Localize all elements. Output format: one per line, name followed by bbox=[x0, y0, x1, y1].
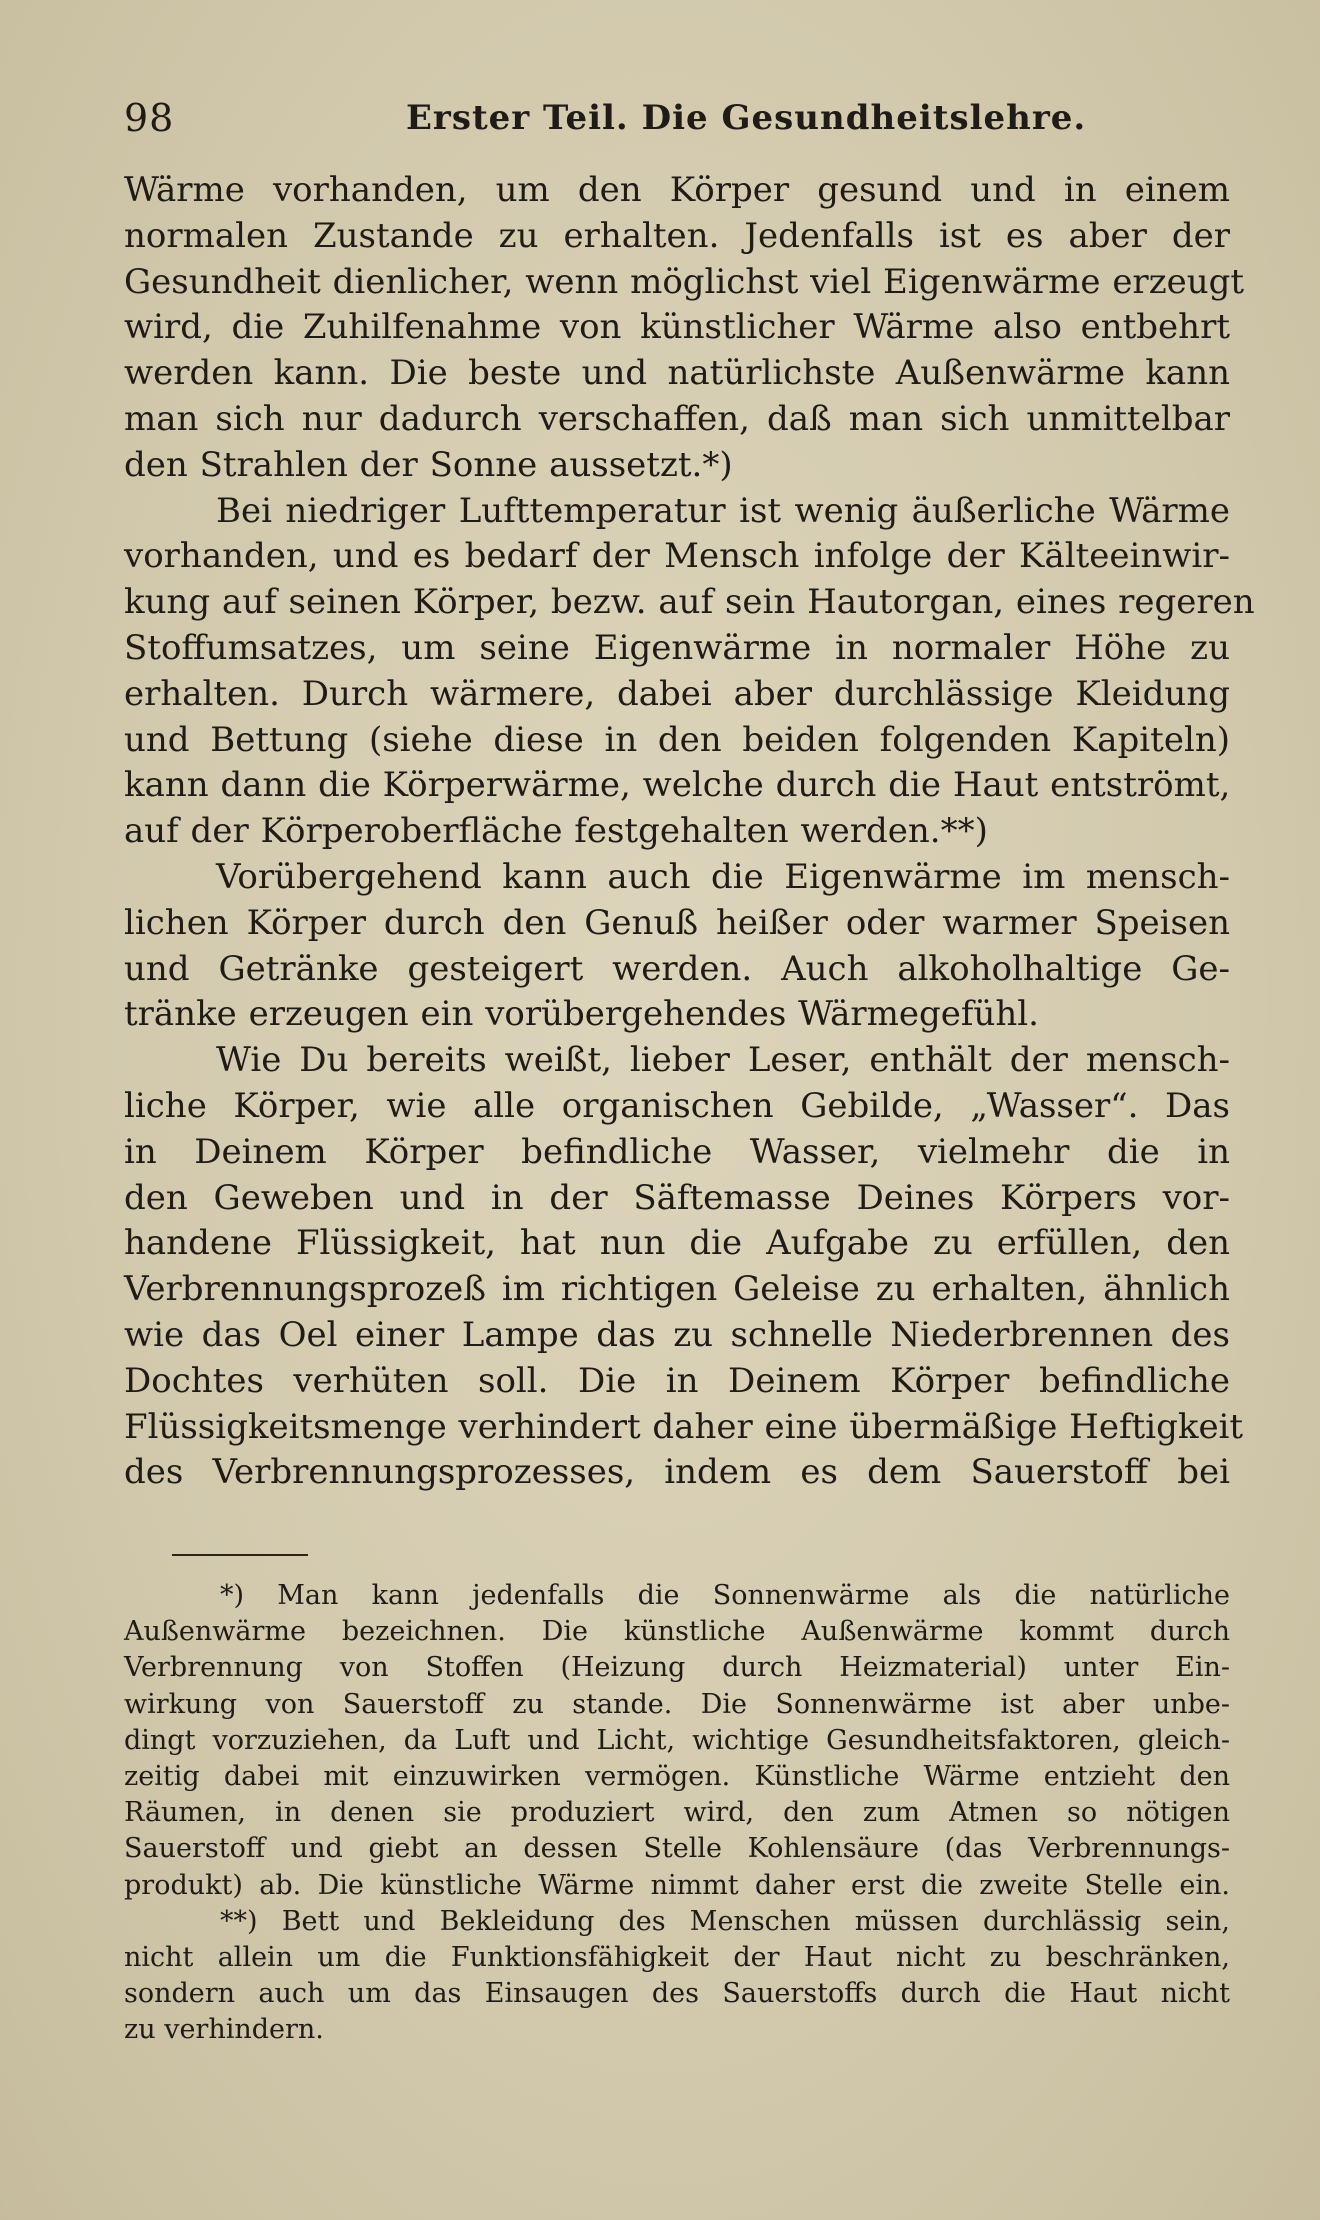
running-head: Erster Teil. Die Gesundheitslehre. bbox=[406, 98, 1087, 138]
body-line: kann dann die Körperwärme, welche durch die Haut entströmt, bbox=[124, 765, 1231, 806]
body-line: Gesundheit dienlicher, wenn möglichst viel Eigenwärme erzeugt bbox=[124, 261, 1245, 302]
body-line: Verbrennungsprozeß im richtigen Geleise zu erhalten, ähnlich bbox=[124, 1269, 1230, 1310]
footnote-line: *) Man kann jedenfalls die Sonnenwärme als die natürliche bbox=[220, 1580, 1230, 1611]
body-line: vorhanden, und es bedarf der Mensch infolge der Kälteeinwir- bbox=[124, 536, 1230, 577]
footnote-line: Außenwärme bezeichnen. Die künstliche Außenwärme kommt durch bbox=[124, 1616, 1230, 1648]
body-line: tränke erzeugen ein vorübergehendes Wärmegefühl. bbox=[124, 994, 1039, 1035]
footnote-line: Sauerstoff und giebt an dessen Stelle Kohlensäure (das Verbrennungs- bbox=[124, 1833, 1230, 1865]
footnote-divider bbox=[172, 1554, 308, 1556]
body-line: normalen Zustande zu erhalten. Jedenfalls ist es aber der bbox=[124, 215, 1230, 256]
footnote-line: dingt vorzuziehen, da Luft und Licht, wichtige Gesundheitsfaktoren, gleich- bbox=[124, 1724, 1230, 1756]
body-line: Bei niedriger Lufttemperatur ist wenig äußerliche Wärme bbox=[216, 490, 1230, 531]
body-line: auf der Körperoberfläche festgehalten werden.**) bbox=[124, 811, 988, 852]
footnote-line: Verbrennung von Stoffen (Heizung durch Heizmaterial) unter Ein- bbox=[124, 1652, 1230, 1684]
body-line: Vorübergehend kann auch die Eigenwärme im mensch- bbox=[216, 856, 1230, 897]
body-line: handene Flüssigkeit, hat nun die Aufgabe zu erfüllen, den bbox=[124, 1223, 1230, 1264]
body-line: den Geweben und in der Säftemasse Deines Körpers vor- bbox=[124, 1177, 1230, 1218]
page-header bbox=[124, 88, 1232, 148]
body-line: des Verbrennungsprozesses, indem es dem Sauerstoff bei bbox=[124, 1452, 1230, 1493]
footnotes bbox=[124, 1578, 1230, 2048]
footnote-line: zu verhindern. bbox=[124, 2014, 324, 2046]
body-line: liche Körper, wie alle organischen Gebilde, „Wasser“. Das bbox=[124, 1085, 1230, 1126]
footnote-line: nicht allein um die Funktionsfähigkeit der Haut nicht zu beschränken, bbox=[124, 1941, 1230, 1973]
footnote-line: zeitig dabei mit einzuwirken vermögen. Künstliche Wärme entzieht den bbox=[124, 1760, 1230, 1792]
body-line: Wärme vorhanden, um den Körper gesund und in einem bbox=[124, 170, 1230, 210]
footnote-line: Räumen, in denen sie produziert wird, den zum Atmen so nötigen bbox=[124, 1797, 1230, 1829]
footnote-line: wirkung von Sauerstoff zu stande. Die Sonnenwärme ist aber unbe- bbox=[124, 1688, 1230, 1720]
body-line: wird, die Zuhilfenahme von künstlicher Wärme also entbehrt bbox=[124, 307, 1230, 348]
body-line: in Deinem Körper befindliche Wasser, vielmehr die in bbox=[124, 1131, 1230, 1172]
body-line: lichen Körper durch den Genuß heißer oder warmer Speisen bbox=[124, 902, 1230, 943]
body-line: und Bettung (siehe diese in den beiden folgenden Kapiteln) bbox=[124, 719, 1230, 760]
page-number: 98 bbox=[124, 96, 175, 140]
footnote-line: **) Bett und Bekleidung des Menschen müssen durchlässig sein, bbox=[220, 1905, 1230, 1937]
body-line: und Getränke gesteigert werden. Auch alkoholhaltige Ge- bbox=[124, 948, 1230, 989]
footnote-line: produkt) ab. Die künstliche Wärme nimmt daher erst die zweite Stelle ein. bbox=[124, 1869, 1230, 1901]
body-line: Dochtes verhüten soll. Die in Deinem Körper befindliche bbox=[124, 1360, 1230, 1401]
body-line: man sich nur dadurch verschaffen, daß man sich unmittelbar bbox=[124, 398, 1230, 439]
body-line: Wie Du bereits weißt, lieber Leser, enthält der mensch- bbox=[216, 1040, 1230, 1081]
body-text bbox=[124, 168, 1255, 1496]
body-line: wie das Oel einer Lampe das zu schnelle Niederbrennen des bbox=[124, 1314, 1230, 1355]
body-line: Stoffumsatzes, um seine Eigenwärme in normaler Höhe zu bbox=[124, 627, 1230, 668]
body-line: werden kann. Die beste und natürlichste Außenwärme kann bbox=[124, 353, 1230, 394]
footnote-line: sondern auch um das Einsaugen des Sauerstoffs durch die Haut nicht bbox=[124, 1978, 1230, 2010]
body-line: erhalten. Durch wärmere, dabei aber durchlässige Kleidung bbox=[124, 673, 1230, 714]
body-line: Flüssigkeitsmenge verhindert daher eine übermäßige Heftigkeit bbox=[124, 1406, 1244, 1447]
body-line: kung auf seinen Körper, bezw. auf sein Hautorgan, eines regeren bbox=[124, 582, 1255, 623]
body-line: den Strahlen der Sonne aussetzt.*) bbox=[124, 444, 733, 485]
